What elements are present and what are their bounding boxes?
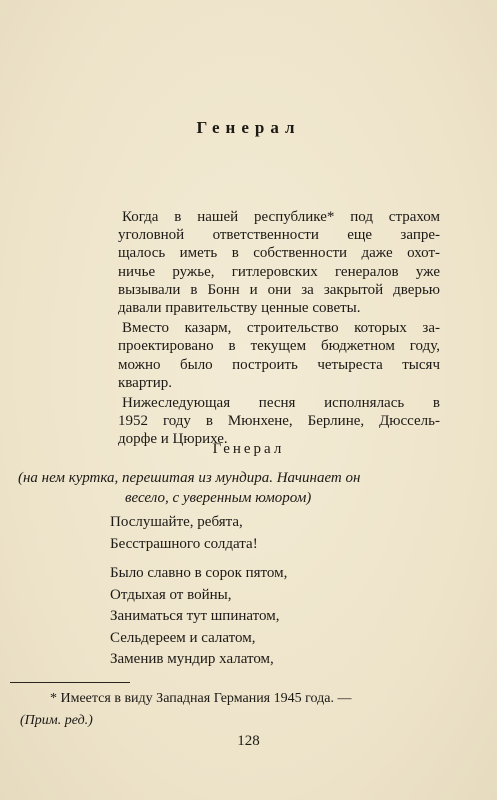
text-line: давали правительству ценные советы. <box>118 300 361 317</box>
text-line: Когда в нашей республике* под страхом <box>122 209 440 225</box>
text-line: щалось иметь в собственности даже охот- <box>118 245 440 262</box>
footnote <box>20 688 460 732</box>
page-title: Генерал <box>196 118 301 137</box>
text-line: уголовной ответственности еще запре- <box>118 227 440 244</box>
page-number: 128 <box>237 733 260 749</box>
stage-direction-line: весело, с уверенным юмором) <box>125 490 312 506</box>
verse-2 <box>110 563 287 671</box>
intro-paragraph-1 <box>118 208 440 317</box>
stage-direction-line: (на нем куртка, перешитая из мундира. Начинает он <box>18 470 361 486</box>
footnote-line: * Имеется в виду Западная Германия 1945 года. — <box>50 691 352 706</box>
verse-line: Было славно в сорок пятом, <box>110 565 288 581</box>
text-line: 1952 году в Мюнхене, Берлине, Дюссель- <box>118 413 440 430</box>
song-title: Генерал <box>212 441 285 457</box>
text-line: квартир. <box>118 374 172 391</box>
stage-direction <box>18 468 440 508</box>
verse-1 <box>110 512 258 555</box>
intro-text <box>118 208 440 449</box>
text-line: проектировано в текущем бюджетном году, <box>118 338 440 355</box>
text-line: Вместо казарм, строительство которых за- <box>122 320 440 337</box>
footnote-divider <box>10 682 130 683</box>
verse-line: Заниматься тут шпинатом, <box>110 608 280 624</box>
verse-line: Заменив мундир халатом, <box>110 651 274 667</box>
text-line: можно было построить четыреста тысяч <box>118 356 440 373</box>
text-line: ничье ружье, гитлеровских генералов уже <box>118 263 440 280</box>
footnote-line: (Прим. ред.) <box>20 713 93 728</box>
verse-line: Бесстрашного солдата! <box>110 535 258 552</box>
verse-line: Отдыхая от войны, <box>110 586 232 603</box>
text-line: дорфе и Цюрихе. <box>118 431 228 448</box>
verse-line: Послушайте, ребята, <box>110 514 243 530</box>
text-line: вызывали в Бонн и они за закрытой дверью <box>118 281 440 298</box>
intro-paragraph-2 <box>118 319 440 392</box>
verse-line: Сельдереем и салатом, <box>110 629 256 646</box>
text-line: Нижеследующая песня исполнялась в <box>122 395 440 412</box>
